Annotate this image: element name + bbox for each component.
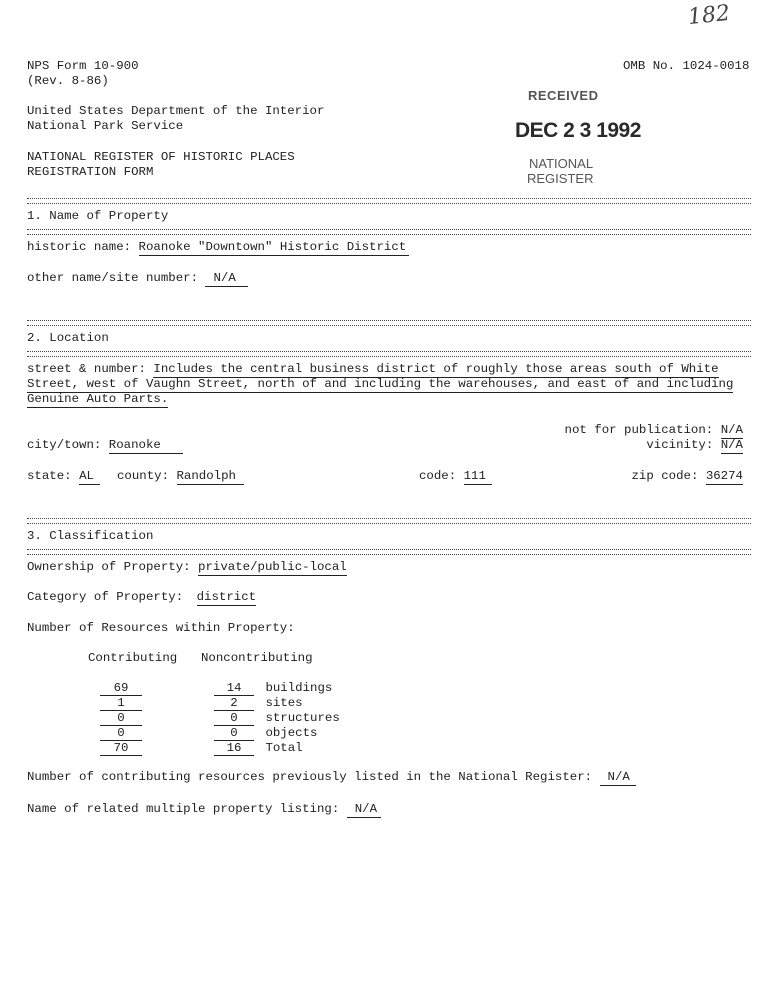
state-field	[27, 469, 100, 484]
previously-listed-label: Number of contributing resources previously listed in the National Register:	[27, 770, 593, 784]
zip-value: 36274	[705, 469, 743, 483]
resource-row	[214, 726, 318, 741]
category-value: district	[196, 590, 257, 604]
resource-type: buildings	[265, 681, 333, 695]
nfp-label: not for publication:	[564, 423, 714, 437]
section-divider	[27, 229, 751, 235]
resource-row	[100, 711, 142, 726]
category-label: Category of Property:	[27, 590, 184, 604]
zip-label: zip code:	[631, 469, 699, 483]
code-value: 111	[464, 469, 492, 485]
multiple-property-label: Name of related multiple property listing:	[27, 802, 340, 816]
city-field	[27, 438, 183, 453]
resource-row	[100, 681, 142, 696]
street-field	[27, 362, 719, 377]
resource-row	[214, 696, 303, 711]
noncontributing-total: 16	[214, 742, 254, 756]
section-1-heading: 1. Name of Property	[27, 209, 169, 223]
form-title: REGISTRATION FORM	[27, 165, 154, 179]
other-name-value: N/A	[205, 271, 247, 287]
section-divider	[27, 518, 751, 524]
register-title: NATIONAL REGISTER OF HISTORIC PLACES	[27, 150, 295, 164]
ownership-value: private/public-local	[198, 560, 347, 574]
noncontributing-count: 0	[214, 727, 254, 741]
ownership-field	[27, 560, 347, 575]
handwritten-mark: 182	[686, 0, 732, 31]
contributing-header: Contributing	[88, 651, 178, 665]
resource-row	[100, 726, 142, 741]
historic-name-label: historic name:	[27, 240, 132, 254]
zip-field	[631, 469, 743, 484]
resource-row	[214, 711, 340, 726]
section-divider	[27, 351, 751, 357]
section-divider	[27, 320, 751, 326]
street-label: street & number:	[27, 362, 146, 376]
previously-listed-value: N/A	[600, 770, 636, 786]
noncontributing-header: Noncontributing	[201, 651, 313, 665]
street-value-line-2: Street, west of Vaughn Street, north of and including the warehouses, and east of and including	[27, 377, 734, 391]
previously-listed-field	[27, 770, 636, 785]
nfp-value: N/A	[720, 423, 743, 437]
noncontributing-count: 0	[214, 712, 254, 726]
contributing-count: 0	[100, 727, 142, 741]
resource-type: structures	[265, 711, 340, 725]
contributing-count: 1	[100, 697, 142, 711]
omb-number: OMB No. 1024-0018	[623, 59, 750, 73]
code-field	[419, 469, 492, 484]
category-field	[27, 590, 256, 605]
section-divider	[27, 198, 751, 204]
resources-label: Number of Resources within Property:	[27, 621, 295, 635]
resource-row	[100, 696, 142, 711]
county-label: county:	[117, 469, 170, 483]
county-field	[117, 469, 244, 484]
stamp-date: DEC 2 3 1992	[515, 119, 641, 142]
county-value: Randolph	[177, 469, 245, 485]
code-label: code:	[419, 469, 457, 483]
vicinity-value: N/A	[720, 438, 743, 452]
resource-row	[214, 741, 303, 756]
historic-name-field	[27, 240, 409, 255]
vicinity-field	[646, 438, 743, 453]
stamp-register: REGISTER	[527, 171, 594, 186]
contributing-count: 69	[100, 682, 142, 696]
department-name: United States Department of the Interior	[27, 104, 325, 118]
section-divider	[27, 549, 751, 555]
resource-row	[100, 741, 142, 756]
stamp-national: NATIONAL	[529, 156, 594, 171]
contributing-total: 70	[100, 742, 142, 756]
street-value-line-3: Genuine Auto Parts.	[27, 392, 169, 406]
city-label: city/town:	[27, 438, 102, 452]
other-name-field	[27, 271, 248, 286]
resource-row	[214, 681, 332, 696]
resource-type: sites	[265, 696, 303, 710]
section-3-heading: 3. Classification	[27, 529, 154, 543]
resource-type: Total	[265, 741, 303, 755]
street-value-line-1: Includes the central business district of roughly those areas south of White	[153, 362, 719, 376]
ownership-label: Ownership of Property:	[27, 560, 191, 574]
noncontributing-count: 2	[214, 697, 254, 711]
city-value: Roanoke	[109, 438, 183, 454]
state-value: AL	[79, 469, 100, 485]
historic-name-value: Roanoke "Downtown" Historic District	[139, 240, 410, 256]
service-name: National Park Service	[27, 119, 184, 133]
form-number: NPS Form 10-900	[27, 59, 139, 73]
not-for-publication-field	[565, 423, 743, 438]
section-2-heading: 2. Location	[27, 331, 109, 345]
received-stamp: RECEIVED	[528, 88, 599, 103]
multiple-property-field	[27, 802, 381, 817]
noncontributing-count: 14	[214, 682, 254, 696]
vicinity-label: vicinity:	[646, 438, 714, 452]
resource-type: objects	[265, 726, 318, 740]
multiple-property-value: N/A	[347, 802, 381, 818]
state-label: state:	[27, 469, 72, 483]
other-name-label: other name/site number:	[27, 271, 199, 285]
contributing-count: 0	[100, 712, 142, 726]
form-revision: (Rev. 8-86)	[27, 74, 109, 88]
